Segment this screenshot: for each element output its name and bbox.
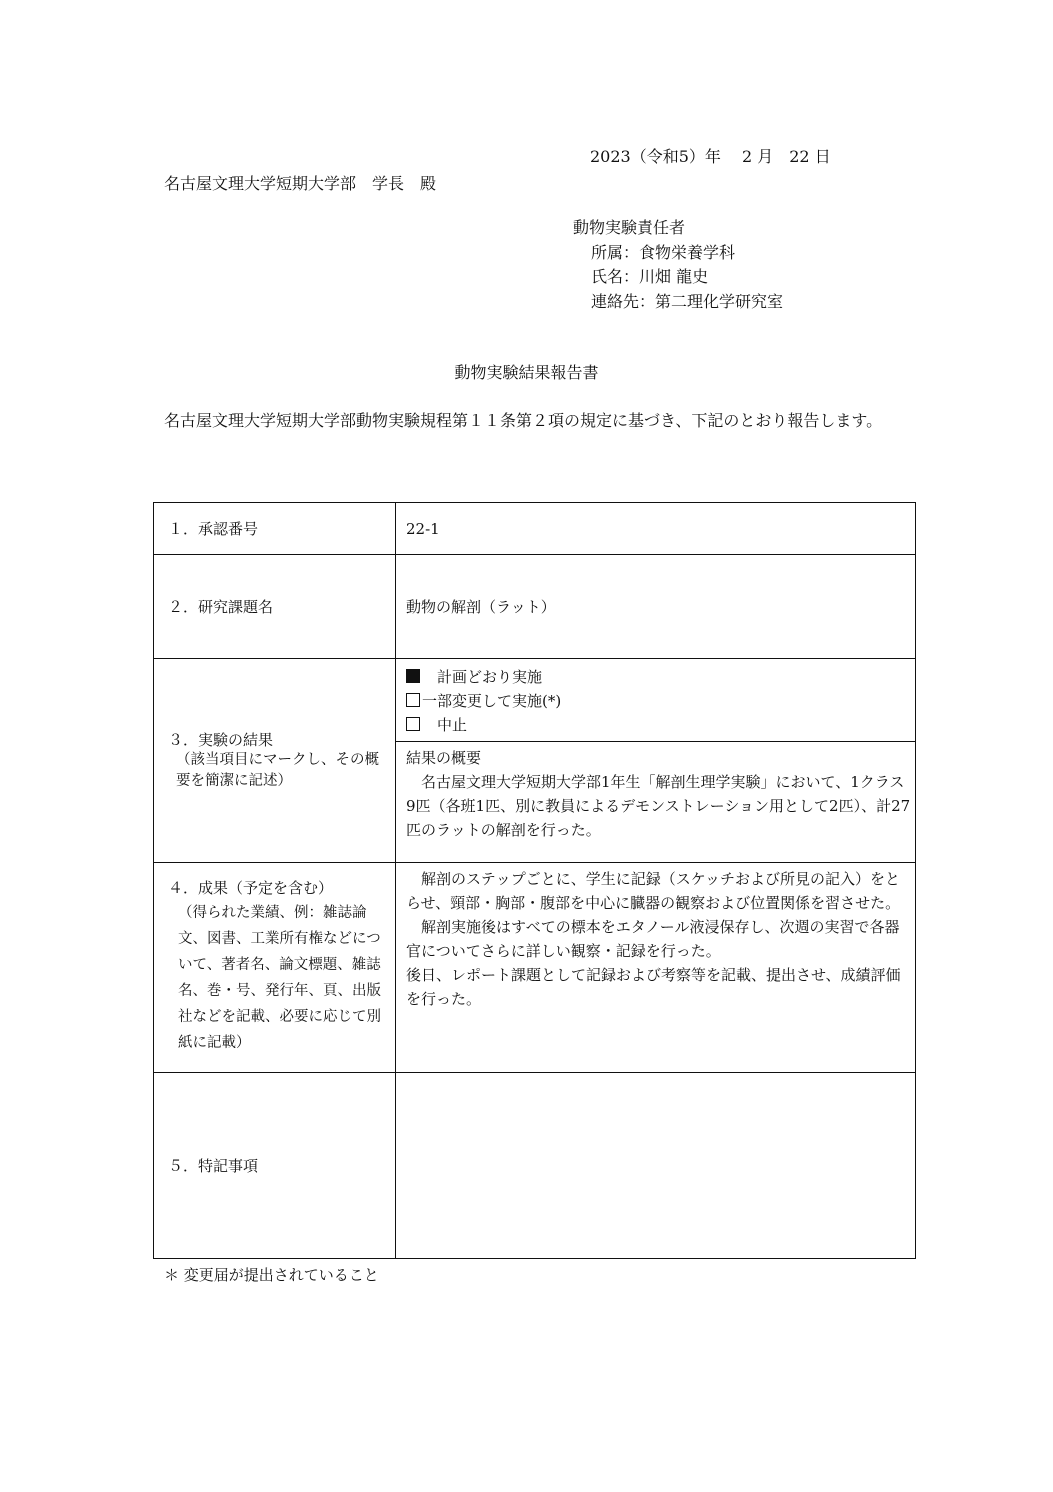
outcomes-paragraph-1: 解剖のステップごとに、学生に記録（スケッチおよび所見の記入）をとらせ、頸部・胸部・腹部を中心に臓器の観察および位置関係を習させた。 (406, 870, 901, 912)
summary-heading: 結果の概要 (406, 749, 482, 767)
result-options (396, 659, 915, 742)
responsible-affiliation: 所属：食物栄養学科 (591, 242, 736, 262)
row-special-notes (154, 1073, 916, 1259)
research-title-label: ２．研究課題名 (168, 598, 274, 616)
option-partially-changed[interactable] (406, 689, 915, 713)
option-label: 中止 (437, 716, 468, 734)
row-research-title (154, 555, 916, 659)
result-sublabel: （該当項目にマークし、その概要を簡潔に記述） (176, 752, 379, 789)
special-notes-label: ５．特記事項 (168, 1157, 259, 1175)
row-experiment-result (154, 659, 916, 863)
research-title-value: 動物の解剖（ラット） (406, 598, 556, 616)
outcomes-sublabel: （得られた業績、例：雑誌論文、図書、工業所有権などについて、著者名、論文標題、雑誌名、巻・号、発行年、頁、出版社などを記載、必要に応じて別紙に記載） (178, 905, 381, 1051)
addressee: 名古屋文理大学短期大学部 学長 殿 (164, 174, 437, 193)
report-date: 2023（令和5）年 2 月 22 日 (590, 147, 831, 166)
checked-box-icon (406, 669, 420, 683)
responsible-name: 氏名：川畑 龍史 (591, 267, 709, 286)
responsible-contact: 連絡先：第二理化学研究室 (591, 291, 784, 311)
outcomes-label: ４．成果（予定を含む） (168, 879, 334, 897)
document-title: 動物実験結果報告書 (454, 363, 599, 382)
approval-number-value: 22-1 (406, 519, 440, 538)
result-label: ３．実験の結果 (168, 731, 274, 749)
summary-text: 名古屋文理大学短期大学部1年生「解剖生理学実験」において、1クラス9匹（各班1匹、別に教員によるデモンストレーション用として2匹）、計27匹のラットの解剖を行った。 (406, 773, 911, 839)
option-label: 一部変更して実施(*) (422, 692, 562, 710)
responsible-person-block (573, 216, 783, 314)
approval-number-label: １．承認番号 (168, 520, 259, 538)
outcomes-paragraph-3: 後日、レポート課題として記録および考察等を記載、提出させ、成績評価を行った。 (406, 966, 901, 1008)
outcomes-text (396, 863, 915, 1015)
checkbox-icon (406, 717, 420, 731)
intro-paragraph: 名古屋文理大学短期大学部動物実験規程第１１条第２項の規定に基づき、下記のとおり報告します。 (164, 411, 883, 430)
row-outcomes (154, 863, 916, 1073)
result-summary (396, 742, 915, 846)
row-approval-number (154, 503, 916, 555)
footnote: ＊ 変更届が提出されていること (164, 1266, 379, 1284)
report-form-table (153, 502, 916, 1259)
option-cancelled[interactable] (406, 713, 915, 737)
checkbox-icon (406, 693, 420, 707)
outcomes-paragraph-2: 解剖実施後はすべての標本をエタノール液浸保存し、次週の実習で各器官についてさらに詳しい観察・記録を行った。 (406, 918, 900, 960)
responsible-heading: 動物実験責任者 (573, 218, 686, 237)
option-label: 計画どおり実施 (437, 668, 543, 686)
option-as-planned[interactable] (406, 665, 915, 689)
